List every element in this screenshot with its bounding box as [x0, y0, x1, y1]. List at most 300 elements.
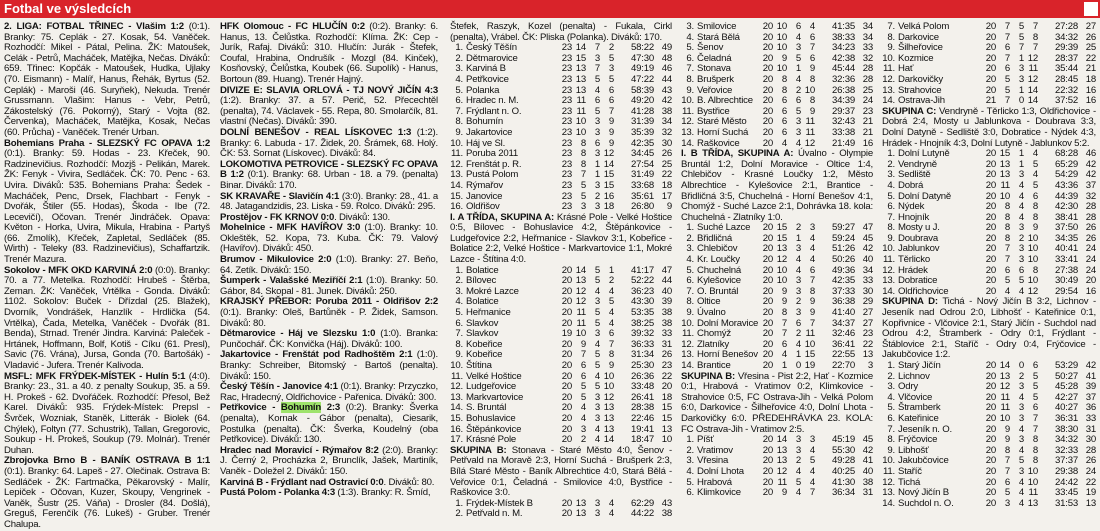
standings-points: 40	[661, 285, 672, 297]
standings-wins: 5	[1004, 84, 1010, 96]
standings-points: 30	[1085, 434, 1096, 446]
standings-score: 33:41	[1054, 254, 1078, 266]
standings-played: 20	[985, 391, 996, 403]
standings-draws: 4	[795, 73, 801, 85]
standings-points: 47	[862, 222, 873, 234]
standings-team-name: Štěpánkovice	[466, 423, 522, 435]
standings-team-name: Smilovice	[697, 21, 737, 32]
standings-played: 23	[561, 169, 572, 181]
standings-rank: 12.	[450, 381, 463, 393]
standings-draws: 5	[594, 360, 600, 371]
standings-wins: 9	[781, 285, 787, 297]
standings-rank: 4.	[887, 179, 895, 191]
standings-score: 33:38	[831, 126, 855, 138]
match-report: (0:1). Branky: Przyczko, Rac, Hradecný, Oldřichovice - Pařenica. Diváků: 300.	[220, 381, 438, 403]
standings-wins: 11	[576, 105, 586, 117]
section-header	[0, 0, 1100, 18]
match-report: Stonava - Staré Město 4:0, Šenov - Petřvald na Moravě 2:3, Horní Suchá - Brušperk 2:3, Bílá Staré Město - Baník Albrechtice 4:0, Stará Bělá - Veřovice 0:1, Čeladná - Smilovice 4:0, Bystřice - Raškovice 3:0.	[450, 444, 672, 499]
standings-team-name: Štítina	[466, 360, 492, 371]
standings-draws: 3	[594, 148, 600, 160]
standings-score: 27:28	[1054, 21, 1078, 32]
standings-rank: 6.	[455, 317, 463, 329]
standings-score: 36:23	[630, 285, 654, 297]
standings-team-name: Český Těšín	[466, 42, 517, 54]
standings-draws: 6	[795, 95, 801, 107]
standings-team-name: Jakubčovice	[898, 455, 949, 467]
standings-wins: 9	[1004, 434, 1010, 446]
standings-points: 16	[1085, 84, 1096, 96]
report-paragraph	[220, 86, 438, 128]
report-paragraph	[220, 192, 438, 213]
match-report: Úvalno - Olympie Bruntál 1:2, Dolní Moravice - Oltice 1:4, Chlebičov - Krasné Loučky 1:2, Město Albrechtice - Kylešovice 2:1, Brantice - Břidličná 3:5, Chuchelná - Horní Benešov 4:1, Chomýž - Suché Lazce 2:1, Dohrávka 18. kola: Chuchelná - Zlatníky 1:0.	[681, 148, 873, 223]
match-report: (0:2). Branky: Šverka (penalta), Kornak - Gábor (penalta), Ciesarik, Postulka (penalta). ČK: Šverka, Koudelný (oba Petřkovice). Diváků: 130.	[220, 402, 438, 446]
standings-team-name: Hrabová	[697, 476, 732, 488]
standings-played: 20	[561, 307, 572, 319]
standings-played: 20	[762, 264, 773, 276]
highlight-mark: Bohumín	[280, 402, 322, 414]
standings-played: 20	[762, 349, 773, 361]
standings-rank: 6.	[686, 487, 694, 499]
standings-rank: 4.	[686, 31, 694, 43]
standings-rank: 13.	[882, 487, 895, 499]
match-report: (1:0). Branky: Schreiber, Bitomský - Bartoš (penalta). Diváků: 150.	[220, 349, 438, 382]
standings-wins: 5	[580, 391, 586, 403]
column-2	[220, 21, 439, 499]
standings-points: 38	[661, 508, 672, 520]
standings-score: 42:35	[630, 137, 654, 149]
standings-team-name: Markvartovice	[466, 391, 524, 403]
standings-draws: 5	[795, 52, 801, 64]
standings-team-name: Libhošť	[898, 444, 929, 456]
standings-team-name: Stará Bělá	[697, 31, 740, 43]
standings-draws: 4	[594, 285, 600, 297]
standings-rank: 2.	[887, 158, 895, 170]
standings-played: 23	[561, 137, 572, 149]
standings-team-name: Velké Hoštice	[466, 370, 522, 382]
standings-rank: 6.	[887, 412, 895, 424]
standings-losses: 3	[809, 222, 815, 234]
standings-draws: 0	[1018, 95, 1024, 107]
standings-wins: 8	[1004, 222, 1010, 234]
standings-wins: 7	[1004, 243, 1010, 255]
standings-losses: 13	[603, 412, 614, 424]
standings-played: 20	[985, 73, 996, 85]
standings-wins: 6	[1004, 264, 1010, 276]
standings-row	[882, 75, 1096, 86]
standings-wins: 12	[776, 254, 787, 266]
standings-points: 38	[661, 307, 672, 319]
standings-played: 20	[762, 444, 773, 456]
standings-rank: 14.	[450, 402, 463, 414]
standings-rank: 7.	[686, 285, 694, 297]
standings-losses: 13	[603, 423, 614, 435]
standings-team-name: Pustá Polom	[466, 169, 519, 181]
standings-draws: 3	[1018, 402, 1024, 414]
match-report: (1:3). Branky: R. Šmíd,	[334, 487, 431, 499]
standings-wins: 7	[1004, 95, 1010, 107]
standings-wins: 8	[580, 137, 586, 149]
standings-draws: 3	[1018, 434, 1024, 446]
standings-team-name: Břidličná	[697, 232, 732, 244]
standings-team-name: Slavkov	[466, 317, 499, 329]
standings-team-name: Oldřichovice	[898, 285, 949, 297]
standings-played: 20	[561, 423, 572, 435]
standings-team-name: Chlebičov	[697, 243, 738, 255]
standings-team-name: Chomýž	[697, 328, 731, 340]
standings-draws: 4	[1018, 211, 1024, 223]
standings-wins: 4	[580, 412, 586, 424]
standings-rank: 1.	[887, 360, 895, 371]
standings-points: 48	[661, 52, 672, 64]
standings-draws: 3	[594, 508, 600, 520]
standings-team-name: Šenov	[697, 42, 724, 54]
standings-wins: 8	[1004, 211, 1010, 223]
standings-losses: 5	[608, 73, 614, 85]
column-5	[882, 21, 1097, 509]
standings-draws: 6	[594, 95, 600, 107]
standings-draws: 3	[594, 497, 600, 509]
standings-points: 42	[1085, 169, 1096, 181]
standings-score: 40:41	[1054, 243, 1078, 255]
standings-rank: 11.	[681, 328, 694, 340]
standings-rank: 9.	[455, 349, 463, 361]
standings-score: 22:70	[831, 360, 855, 371]
standings-played: 20	[762, 21, 773, 32]
standings-score: 26:36	[630, 370, 654, 382]
match-headline: I. B TŘÍDA, SKUPINA A:	[681, 148, 794, 160]
standings-row	[882, 361, 1096, 372]
report-paragraph	[220, 382, 438, 403]
standings-points: 27	[862, 307, 873, 319]
standings-row	[681, 75, 873, 86]
standings-score: 50:27	[1054, 370, 1078, 382]
standings-points: 23	[862, 105, 873, 117]
standings-losses: 3	[608, 63, 614, 75]
standings-score: 41:40	[831, 307, 855, 319]
standings-rank: 11.	[882, 465, 895, 477]
standings-losses: 4	[809, 465, 815, 477]
standings-points: 15	[661, 402, 672, 414]
standings-rank: 6.	[887, 201, 895, 213]
standings-wins: 10	[776, 275, 787, 287]
standings-points: 15	[661, 412, 672, 424]
standings-losses: 9	[608, 360, 614, 371]
standings-rank: 9.	[455, 126, 463, 138]
standings-losses: 10	[1027, 254, 1038, 266]
standings-team-name: Dolní Datyně	[898, 190, 952, 202]
standings-played: 20	[762, 95, 773, 107]
standings-rank: 13.	[882, 84, 895, 96]
standings-score: 22:55	[831, 349, 855, 361]
standings-score: 44:39	[1054, 190, 1078, 202]
standings-row	[882, 499, 1096, 510]
standings-rank: 7.	[686, 63, 694, 75]
standings-points: 24	[1085, 243, 1096, 255]
standings-team-name: Starý Jičín	[898, 360, 941, 371]
standings-wins: 3	[580, 423, 586, 435]
match-report: Tichá - Nový Jičín B 3:2, Lichnov - Jeseník nad Odrou 2:0, Libhošť - Kateřinice 0:1, Kopřivnice - Vlčovice 2:1, Starý Jičín - Suchdol nad Odrou 4:2, Štramberk - Odry 0:1, Frýdlant - Štáblovice 2:1, Staříč - Odry 0:4, Frýčovice - Jakubčovice 1:2.	[882, 296, 1097, 361]
standings-played: 20	[762, 73, 773, 85]
standings-wins: 10	[575, 126, 586, 138]
standings-team-name: Šilheřovice	[898, 42, 943, 54]
standings-score: 43:36	[1054, 179, 1078, 191]
standings-played: 19	[561, 328, 572, 340]
standings-draws: 3	[795, 42, 801, 54]
standings-rank: 3.	[686, 243, 694, 255]
standings-team-name: Kr. Loučky	[697, 254, 740, 266]
standings-draws: 3	[594, 126, 600, 138]
match-headline: DIVIZE E: SLAVIA ORLOVÁ - TJ NOVÝ JIČÍN 4:3	[220, 84, 438, 96]
report-paragraph	[220, 223, 438, 255]
standings-wins: 10	[776, 63, 787, 75]
standings-draws: 3	[1018, 254, 1024, 266]
report-paragraph	[220, 128, 438, 160]
standings-wins: 4	[1004, 285, 1010, 297]
standings-played: 23	[561, 116, 572, 128]
standings-losses: 10	[1027, 476, 1038, 488]
standings-played: 20	[762, 360, 773, 371]
standings-draws: 1	[1018, 84, 1024, 96]
standings-score: 25:30	[630, 360, 654, 371]
standings-played: 20	[762, 317, 773, 329]
standings-played: 20	[985, 158, 996, 170]
standings-losses: 18	[603, 201, 614, 213]
standings-table	[681, 22, 873, 149]
standings-points: 42	[1085, 158, 1096, 170]
standings-draws: 3	[594, 391, 600, 403]
standings-draws: 4	[795, 338, 801, 350]
standings-losses: 4	[608, 285, 614, 297]
standings-score: 55:30	[831, 444, 855, 456]
standings-score: 65:29	[1054, 158, 1078, 170]
standings-losses: 15	[804, 349, 815, 361]
standings-wins: 1	[781, 360, 787, 371]
standings-draws: 4	[1018, 423, 1024, 435]
standings-rank: 7.	[887, 21, 895, 32]
standings-rank: 11.	[681, 105, 694, 117]
standings-played: 20	[985, 63, 996, 75]
standings-played: 23	[561, 52, 572, 64]
standings-losses: 12	[603, 391, 614, 403]
standings-rank: 9.	[887, 232, 895, 244]
match-report: Krásné Pole - Velké Hoštice 0:5, Bílovec - Bohuslavice 4:2, Štěpánkovice - Ludgeřovice 2:2, Heřmanice - Slavkov 3:1, Kobeřice - Bolatice 2:2, Velké Hoštice - Markvartovice 1:1, Mokré Lazce - Štítina 4:0.	[450, 211, 673, 266]
standings-rank: 8.	[887, 434, 895, 446]
standings-team-name: Doubrava	[898, 232, 938, 244]
standings-wins: 11	[576, 317, 586, 329]
standings-wins: 4	[781, 349, 787, 361]
standings-points: 33	[661, 328, 672, 340]
standings-losses: 8	[1032, 434, 1038, 446]
standings-wins: 8	[580, 148, 586, 160]
report-paragraph	[220, 160, 438, 192]
standings-points: 33	[862, 275, 873, 287]
standings-points: 43	[661, 497, 672, 509]
standings-draws: 4	[1018, 201, 1024, 213]
standings-draws: 3	[594, 179, 600, 191]
standings-rank: 10.	[450, 360, 463, 371]
standings-wins: 10	[776, 42, 787, 54]
standings-wins: 6	[1004, 476, 1010, 488]
standings-team-name: Staré Město	[697, 116, 747, 128]
match-headline: Prostějov - FK KRNOV 0:0	[220, 211, 335, 223]
standings-team-name: Poruba 2011	[466, 148, 519, 160]
standings-losses: 4	[608, 307, 614, 319]
standings-played: 20	[762, 232, 773, 244]
standings-losses: 7	[1032, 42, 1038, 54]
standings-draws: 1	[594, 169, 600, 181]
standings-team-name: Karviná B	[466, 63, 506, 75]
standings-team-name: Jablunkov	[898, 243, 940, 255]
standings-rank: 15.	[450, 412, 463, 424]
standings-team-name: Odry	[898, 381, 918, 393]
standings-rank: 9.	[887, 42, 895, 54]
standings-points: 13	[1085, 497, 1096, 509]
standings-points: 39	[661, 296, 672, 308]
standings-rank: 4.	[686, 465, 694, 477]
match-headline: Šumperk - Valašské Meziříčí 2:1	[220, 275, 363, 287]
standings-wins: 7	[1004, 455, 1010, 467]
standings-rank: 6.	[686, 275, 694, 287]
standings-points: 16	[862, 137, 873, 149]
standings-points: 18	[661, 179, 672, 191]
standings-losses: 13	[1027, 497, 1038, 509]
standings-wins: 7	[1004, 31, 1010, 43]
standings-wins: 7	[580, 169, 586, 181]
standings-draws: 5	[1018, 21, 1024, 32]
standings-score: 54:29	[1054, 169, 1078, 181]
standings-played: 23	[561, 95, 572, 107]
standings-wins: 8	[781, 84, 787, 96]
standings-wins: 13	[575, 63, 586, 75]
standings-score: 58:22	[630, 42, 654, 54]
standings-team-name: Oltice	[697, 296, 721, 308]
standings-score: 19:41	[630, 423, 654, 435]
standings-score: 34:23	[831, 42, 855, 54]
standings-score: 32:46	[831, 328, 855, 340]
standings-score: 49:20	[630, 95, 654, 107]
standings-losses: 14	[1027, 95, 1038, 107]
standings-losses: 4	[809, 476, 815, 488]
match-headline: Český Těšín - Janovice 4:1	[220, 381, 338, 393]
standings-losses: 5	[1032, 391, 1038, 403]
standings-wins: 4	[781, 137, 787, 149]
standings-wins: 9	[580, 338, 586, 350]
match-report: (0:1). Branky: 59. Hodas - 23. Křeček, 90. Radzinevičius. Rozhodčí: Mozjš - Pelikán, Marek. ŽK: Fenyk - Vivira, Sedláček. ČK: 70. Penc - 63. Uvira. Diváků: 535. Bohemians Praha: Šedek - Macháček, Penc, Drsek, Flachbart - Fenyk - Dvořák, Štiler (55. Hodas), Škoda - Ibe (72. Lecevičí), Očovan. Trenér Jindráček. Opava: Květon - Horka, Uvira, Mikula, Hrabina - Partyš (66. Zmolík), Křeček, Zapletal, Sedláček (85. Wirth) - Teleky (83. Radzinevičius), Schaffartzik. Trenér Mazura.	[4, 148, 210, 266]
standings-played: 20	[985, 434, 996, 446]
standings-points: 29	[862, 296, 873, 308]
standings-played: 20	[561, 391, 572, 403]
standings-draws: 3	[594, 52, 600, 64]
standings-team-name: Mosty u J.	[898, 222, 940, 234]
standings-team-name: Těrlicko	[898, 254, 930, 266]
standings-draws: 3	[795, 116, 801, 128]
standings-points: 28	[1085, 201, 1096, 213]
standings-points: 47	[661, 264, 672, 276]
standings-draws: 4	[1018, 497, 1024, 509]
report-paragraph	[220, 255, 438, 276]
standings-played: 23	[561, 158, 572, 170]
standings-played: 20	[762, 116, 773, 128]
match-headline: Dětmarovice - Háj ve Slezsku 1:0	[220, 328, 376, 340]
standings-played: 20	[985, 254, 996, 266]
standings-draws: 5	[594, 317, 600, 329]
standings-losses: 6	[809, 52, 815, 64]
standings-rank: 13.	[450, 169, 463, 181]
standings-points: 26	[1085, 222, 1096, 234]
standings-wins: 13	[575, 73, 586, 85]
standings-played: 20	[762, 63, 773, 75]
report-paragraph	[220, 22, 438, 86]
standings-table	[882, 149, 1096, 297]
standings-wins: 11	[1000, 391, 1010, 403]
standings-score: 31:53	[1054, 497, 1078, 509]
standings-losses: 9	[809, 296, 815, 308]
standings-points: 27	[862, 317, 873, 329]
standings-rank: 14.	[681, 360, 694, 371]
standings-rank: 13.	[450, 391, 463, 403]
report-paragraph	[882, 107, 1096, 149]
standings-team-name: Píšť	[697, 434, 714, 446]
standings-team-name: Kobeřice	[466, 338, 503, 350]
standings-rank: 13.	[681, 349, 694, 361]
standings-played: 20	[561, 285, 572, 297]
standings-played: 20	[985, 476, 996, 488]
standings-draws: 4	[1018, 391, 1024, 403]
standings-draws: 4	[795, 31, 801, 43]
standings-score: 36:34	[831, 487, 855, 499]
standings-points: 38	[862, 476, 873, 488]
standings-played: 20	[561, 497, 572, 509]
standings-played: 20	[985, 148, 996, 160]
standings-wins: 11	[576, 95, 586, 107]
standings-rank: 5.	[686, 42, 694, 54]
standings-rank: 10.	[450, 137, 463, 149]
standings-team-name: Dolní Lhota	[697, 465, 744, 477]
standings-wins: 7	[781, 317, 787, 329]
standings-row	[882, 467, 1096, 478]
standings-played: 20	[985, 21, 996, 32]
standings-points: 10	[661, 434, 672, 446]
standings-played: 23	[561, 63, 572, 75]
match-headline: Bohemians Praha - SLEZSKÝ FC OPAVA 1:2	[4, 137, 210, 149]
standings-points: 23	[661, 360, 672, 371]
match-report: (0:2). Branky: 6. Hanus, 13. Čelůstka. Rozhodčí: Klíma. ŽK: Cep - Jurík, Rafaj. Diváků: 310. Hlučín: Jurák - Štefek, Coufal, Hrabina, Ondrušík - Mozgl (84. Kinček), Kosňovský, Čelůstka, Koubek (66. Supolík) - Hanus, Bortoun (89. Huang). Trenér Hajný.	[220, 21, 438, 85]
standings-row	[882, 22, 1096, 33]
report-paragraph	[4, 22, 210, 139]
match-headline: KRAJSKÝ PŘEBOR: Poruba 2011 - Oldřišov 2:2	[220, 296, 438, 308]
match-report: (4:0). Branky: 23., 31. a 40. z penalty Soukup, 35. a 59. H. Prokeš - 62. Dvořáček. Rozhodčí: Přesol, Bež Karel. Diváků: 935. Frýdek-Místek: Prepsl - Švrček, Wozniak, Staněk, Litterák - Biolek (64. Chýlek), Foltyn (77. Schustrik), Tallan, Gregorovic, Soukup - H. Prokeš, Soukup (79. Molnár). Trenér Duhan.	[4, 370, 210, 456]
standings-points: 32	[661, 126, 672, 138]
match-report: (1:2). Branky: 6. Labuda - 17. Židek, 20. Šrámek, 68. Holý. ČK: 53. Sornat (Lískovec). Diváků: 84.	[220, 126, 438, 160]
standings-losses: 5	[1032, 381, 1038, 393]
standings-wins: 5	[580, 381, 586, 393]
match-headline: MSFL: MFK FRÝDEK-MÍSTEK - Hulín 5:1	[4, 370, 186, 382]
match-headline: SKUPINA B:	[450, 444, 507, 456]
standings-losses: 6	[1032, 360, 1038, 371]
standings-points: 46	[1085, 148, 1096, 160]
standings-played: 20	[561, 370, 572, 382]
standings-score: 44:22	[630, 508, 654, 520]
standings-rank: 17.	[450, 434, 463, 446]
standings-wins: 2	[580, 434, 586, 446]
standings-rank: 5.	[887, 402, 895, 414]
standings-points: 46	[661, 63, 672, 75]
standings-score: 45:28	[1054, 381, 1078, 393]
standings-wins: 13	[575, 508, 586, 520]
standings-losses: 9	[1032, 222, 1038, 234]
standings-losses: 12	[1027, 52, 1038, 64]
standings-points: 42	[661, 95, 672, 107]
